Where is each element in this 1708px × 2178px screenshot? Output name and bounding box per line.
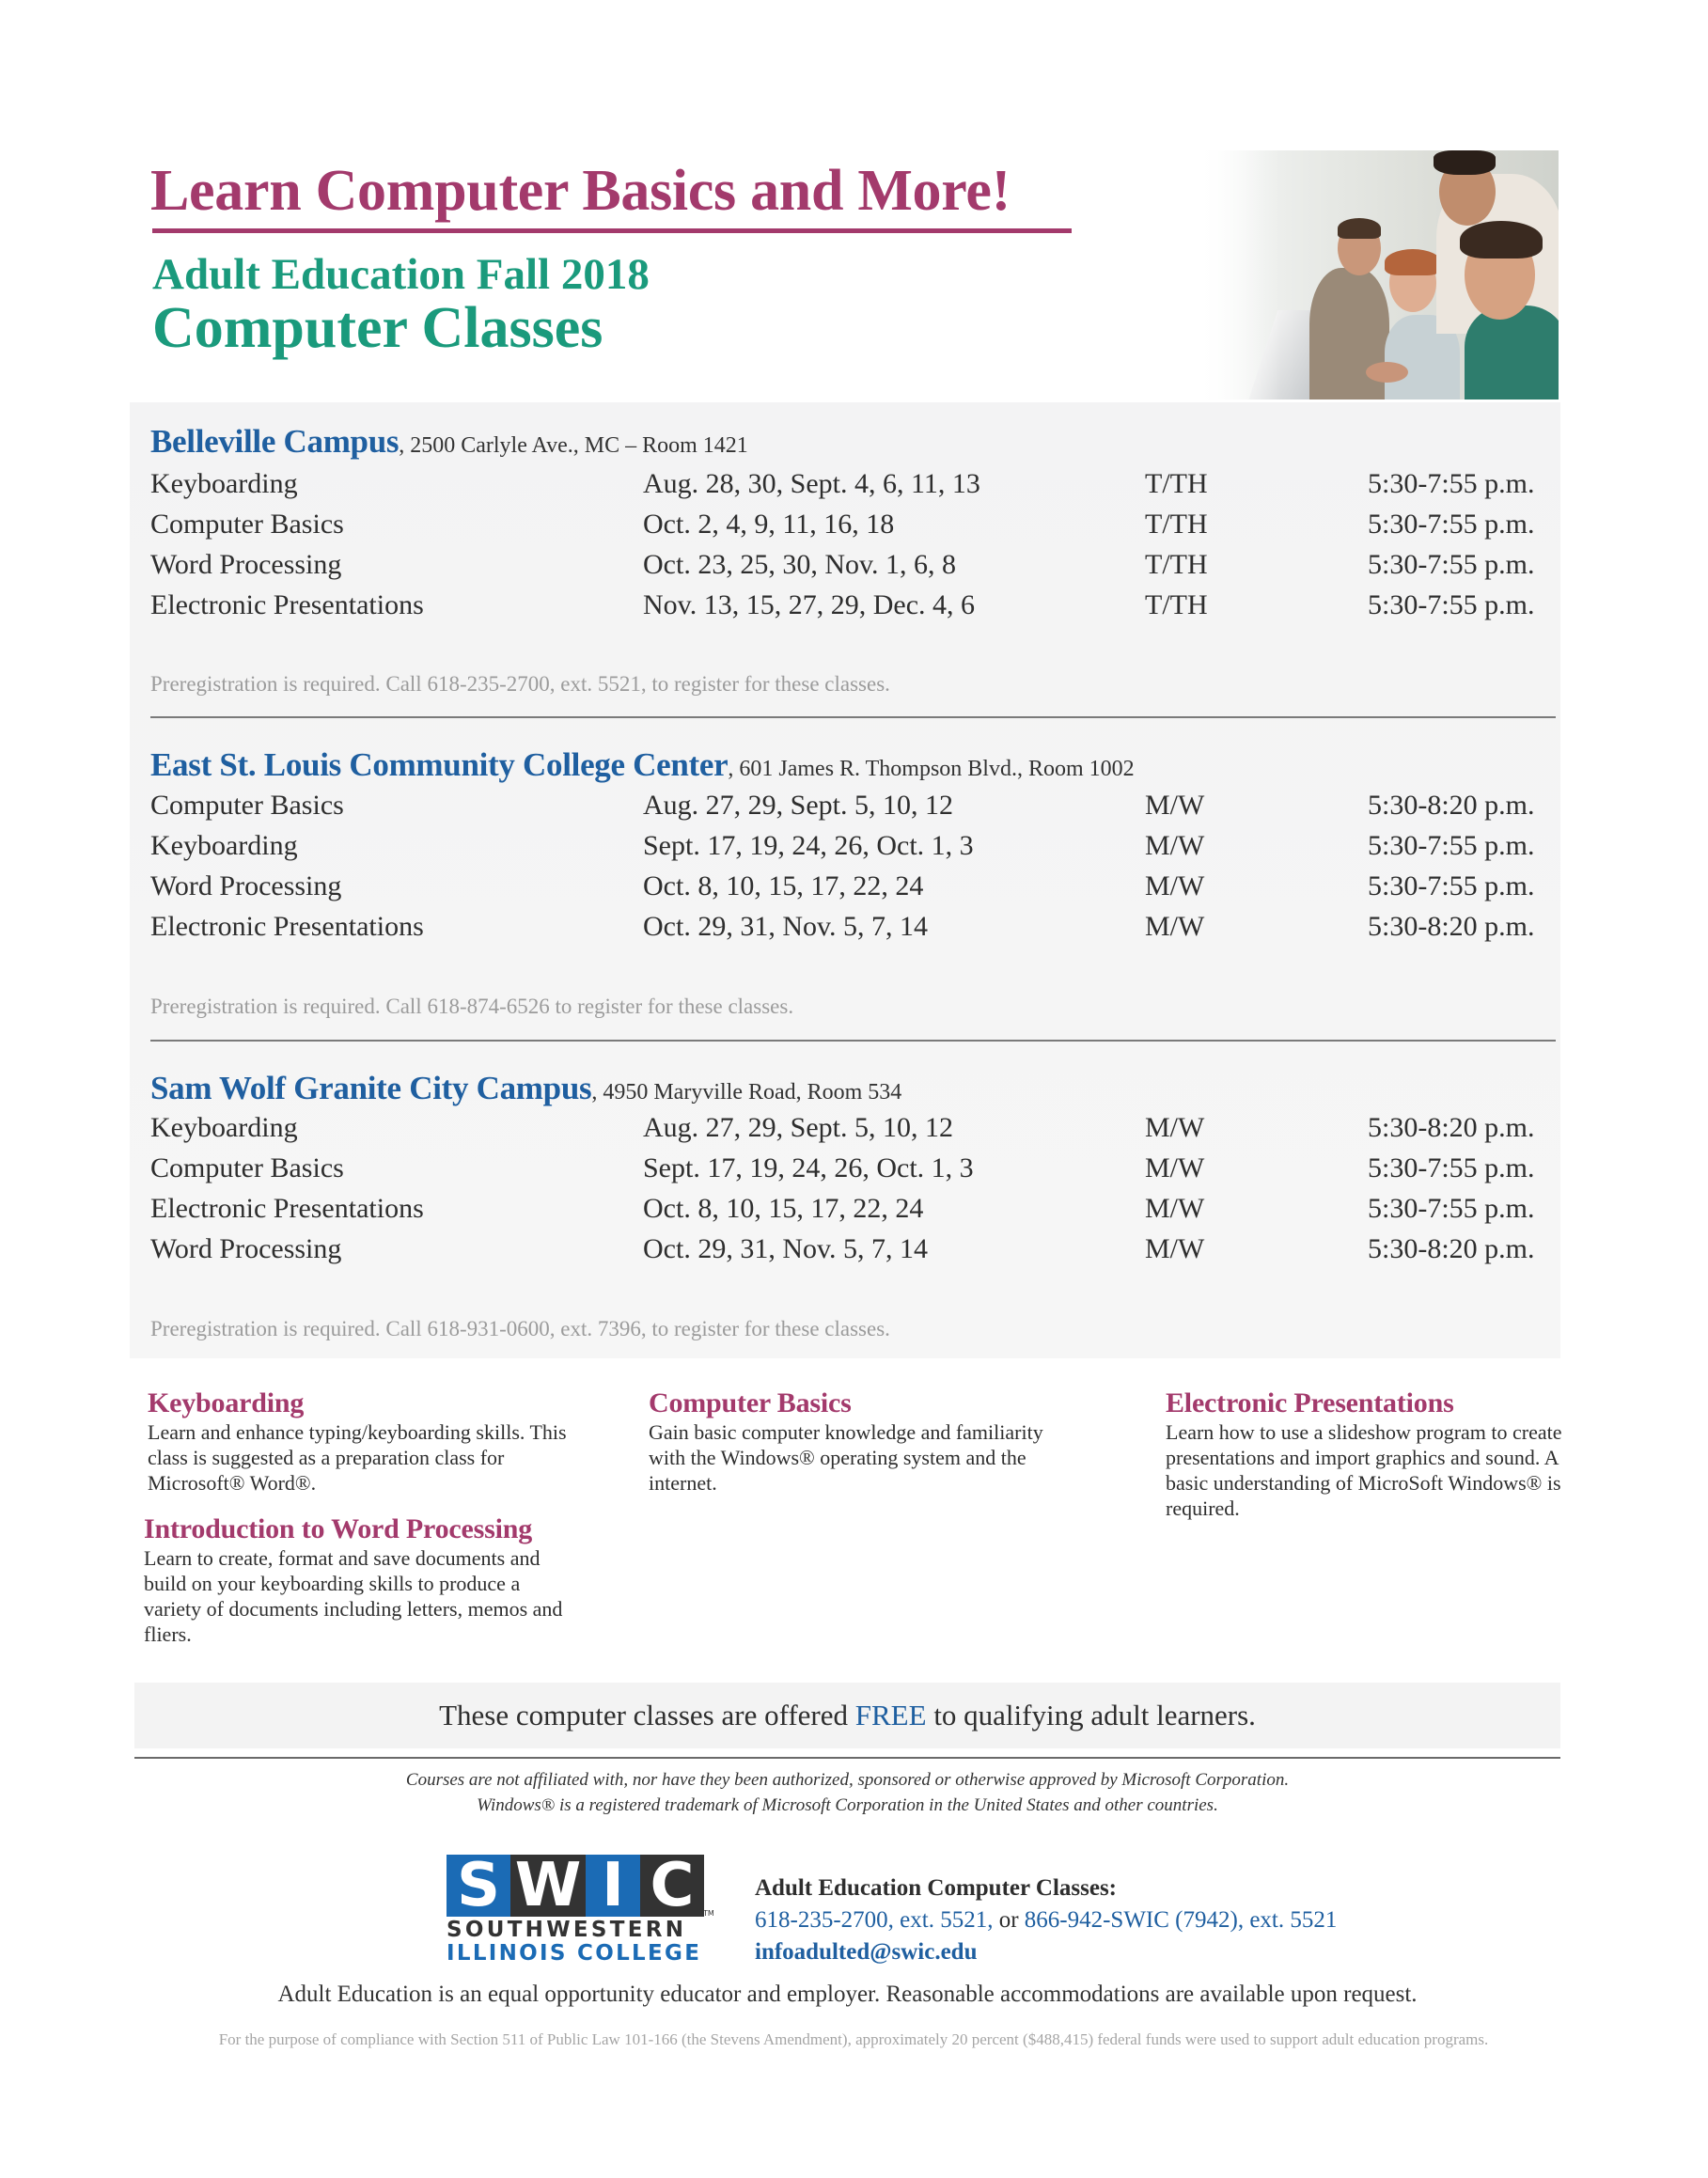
course-time: 5:30-7:55 p.m.	[1368, 589, 1535, 620]
course-dates: Oct. 8, 10, 15, 17, 22, 24	[643, 1193, 924, 1224]
preregistration-note: Preregistration is required. Call 618-235-2700, ext. 5521, to register for these classes.	[150, 672, 890, 696]
course-days: M/W	[1145, 1112, 1205, 1143]
footer-divider	[134, 1757, 1560, 1759]
logo-line-illinois-college: ILLINOIS COLLEGE	[447, 1941, 702, 1966]
course-dates: Nov. 13, 15, 27, 29, Dec. 4, 6	[643, 589, 976, 620]
course-time: 5:30-7:55 p.m.	[1368, 549, 1535, 580]
course-dates: Sept. 17, 19, 24, 26, Oct. 1, 3	[643, 830, 974, 861]
course-days: M/W	[1145, 790, 1205, 821]
course-name: Electronic Presentations	[150, 911, 424, 942]
table-row	[130, 790, 1560, 827]
course-days: M/W	[1145, 1193, 1205, 1224]
course-description-title: Introduction to Word Processing	[144, 1513, 533, 1544]
table-row	[130, 509, 1560, 546]
table-row	[130, 1152, 1560, 1190]
course-days: T/TH	[1145, 468, 1208, 499]
course-dates: Aug. 27, 29, Sept. 5, 10, 12	[643, 1112, 953, 1143]
course-description-keyboarding	[148, 1387, 589, 1496]
banner-text	[439, 1699, 1256, 1731]
course-time: 5:30-8:20 p.m.	[1368, 911, 1535, 942]
campus-name: East St. Louis Community College Center	[150, 746, 729, 783]
course-days: M/W	[1145, 911, 1205, 942]
contact-info	[755, 1872, 1337, 1968]
free-classes-banner	[134, 1683, 1560, 1748]
course-dates: Oct. 29, 31, Nov. 5, 7, 14	[643, 1233, 929, 1264]
campus-address: , 601 James R. Thompson Blvd., Room 1002	[728, 757, 1135, 781]
course-time: 5:30-8:20 p.m.	[1368, 1233, 1535, 1264]
contact-phones	[755, 1904, 1337, 1936]
course-days: M/W	[1145, 870, 1205, 901]
course-name: Word Processing	[150, 549, 342, 580]
course-name: Electronic Presentations	[150, 589, 424, 620]
course-name: Computer Basics	[150, 1152, 344, 1183]
campus-address: , 2500 Carlyle Ave., MC – Room 1421	[399, 433, 748, 458]
course-dates: Oct. 23, 25, 30, Nov. 1, 6, 8	[643, 549, 957, 580]
course-time: 5:30-7:55 p.m.	[1368, 870, 1535, 901]
banner-text-after: to qualifying adult learners.	[926, 1699, 1256, 1731]
table-row	[130, 1193, 1560, 1230]
logo-trademark: TM	[703, 1909, 714, 1918]
course-name: Computer Basics	[150, 790, 344, 821]
course-name: Keyboarding	[150, 1112, 298, 1143]
table-row	[130, 870, 1560, 908]
page-title: Learn Computer Basics and More!	[150, 159, 1011, 223]
course-name: Electronic Presentations	[150, 1193, 424, 1224]
course-time: 5:30-7:55 p.m.	[1368, 1152, 1535, 1183]
phone-or: or	[993, 1907, 1025, 1933]
course-description-title: Electronic Presentations	[1166, 1387, 1454, 1418]
course-days: M/W	[1145, 1152, 1205, 1183]
logo-letter: S	[456, 1851, 501, 1920]
phone-link-tollfree[interactable]: 866-942-SWIC (7942), ext. 5521	[1024, 1907, 1338, 1933]
table-row	[130, 911, 1560, 948]
section-divider	[150, 716, 1556, 718]
phone-link-main[interactable]: 618-235-2700, ext. 5521,	[755, 1907, 994, 1933]
course-time: 5:30-8:20 p.m.	[1368, 1112, 1535, 1143]
table-row	[130, 468, 1560, 506]
course-time: 5:30-8:20 p.m.	[1368, 790, 1535, 821]
free-highlight: FREE	[854, 1699, 927, 1731]
course-description-body: Learn and enhance typing/keyboarding skills. This class is suggested as a preparation class for Microsoft® Word®.	[148, 1420, 567, 1495]
preregistration-note: Preregistration is required. Call 618-874-6526 to register for these classes.	[150, 995, 794, 1018]
campus-name: Sam Wolf Granite City Campus	[150, 1070, 592, 1106]
course-description-title: Keyboarding	[148, 1387, 305, 1418]
course-days: T/TH	[1145, 509, 1208, 540]
course-dates: Oct. 29, 31, Nov. 5, 7, 14	[643, 911, 929, 942]
stevens-amendment-note: For the purpose of compliance with Section 511 of Public Law 101-166 (the Stevens Amendment), approximately 20 percent ($488,415) federal funds were used to support adult education programs.	[218, 2030, 1489, 2048]
course-days: M/W	[1145, 830, 1205, 861]
campus-header-belleville	[150, 423, 748, 461]
title-underline	[152, 228, 1072, 233]
logo-letter: I	[602, 1851, 624, 1920]
logo-line-southwestern: SOUTHWESTERN	[447, 1918, 687, 1942]
course-dates: Sept. 17, 19, 24, 26, Oct. 1, 3	[643, 1152, 974, 1183]
campus-address: , 4950 Maryville Road, Room 534	[591, 1080, 902, 1105]
course-days: T/TH	[1145, 589, 1208, 620]
page-subtitle-classes: Computer Classes	[152, 296, 603, 360]
course-description-body: Learn to create, format and save documents and build on your keyboarding skills to produce a variety of documents including letters, memos and fliers.	[144, 1546, 563, 1646]
table-row	[130, 830, 1560, 868]
logo-letter: C	[650, 1851, 695, 1920]
course-dates: Oct. 2, 4, 9, 11, 16, 18	[643, 509, 895, 540]
swic-logo	[447, 1851, 714, 1967]
banner-text-before: These computer classes are offered	[439, 1699, 855, 1731]
contact-label: Adult Education Computer Classes:	[755, 1875, 1117, 1901]
equal-opportunity-statement: Adult Education is an equal opportunity educator and employer. Reasonable accommodations are available upon request.	[277, 1982, 1418, 2007]
course-time: 5:30-7:55 p.m.	[1368, 468, 1535, 499]
course-description-computer-basics	[649, 1387, 1053, 1496]
course-description-title: Computer Basics	[649, 1387, 852, 1418]
campus-header-granite-city	[150, 1070, 901, 1107]
course-name: Word Processing	[150, 870, 342, 901]
schedule-panel	[130, 402, 1560, 1358]
course-dates: Oct. 8, 10, 15, 17, 22, 24	[643, 870, 924, 901]
course-name: Word Processing	[150, 1233, 342, 1264]
logo-letter: W	[514, 1851, 582, 1920]
course-description-body: Gain basic computer knowledge and familiarity with the Windows® operating system and the internet.	[649, 1420, 1043, 1495]
table-row	[130, 549, 1560, 587]
course-name: Keyboarding	[150, 468, 298, 499]
course-description-electronic-presentations	[1166, 1387, 1598, 1521]
course-dates: Aug. 27, 29, Sept. 5, 10, 12	[643, 790, 953, 821]
microsoft-disclaimer: Courses are not affiliated with, nor have they been authorized, sponsored or otherwise approved by Microsoft Corporation.	[405, 1770, 1290, 1790]
table-row	[130, 1112, 1560, 1150]
course-time: 5:30-7:55 p.m.	[1368, 509, 1535, 540]
section-divider	[150, 1040, 1556, 1042]
course-dates: Aug. 28, 30, Sept. 4, 6, 11, 13	[643, 468, 980, 499]
campus-name: Belleville Campus	[150, 423, 400, 460]
course-time: 5:30-7:55 p.m.	[1368, 830, 1535, 861]
email-link[interactable]: infoadulted@swic.edu	[755, 1939, 978, 1965]
course-days: M/W	[1145, 1233, 1205, 1264]
table-row	[130, 589, 1560, 627]
course-description-body: Learn how to use a slideshow program to create presentations and import graphics and sound. A basic understanding of MicroSoft Windows® is required.	[1166, 1420, 1562, 1520]
course-days: T/TH	[1145, 549, 1208, 580]
windows-trademark-note: Windows® is a registered trademark of Microsoft Corporation in the United States and other countries.	[477, 1795, 1218, 1815]
course-description-word-processing	[144, 1513, 576, 1647]
course-time: 5:30-7:55 p.m.	[1368, 1193, 1535, 1224]
campus-header-east-st-louis	[150, 746, 1135, 784]
course-name: Computer Basics	[150, 509, 344, 540]
course-name: Keyboarding	[150, 830, 298, 861]
students-photo	[1197, 150, 1559, 400]
page-subtitle: Adult Education Fall 2018	[152, 250, 650, 299]
preregistration-note: Preregistration is required. Call 618-931-0600, ext. 7396, to register for these classes.	[150, 1317, 890, 1340]
table-row	[130, 1233, 1560, 1271]
